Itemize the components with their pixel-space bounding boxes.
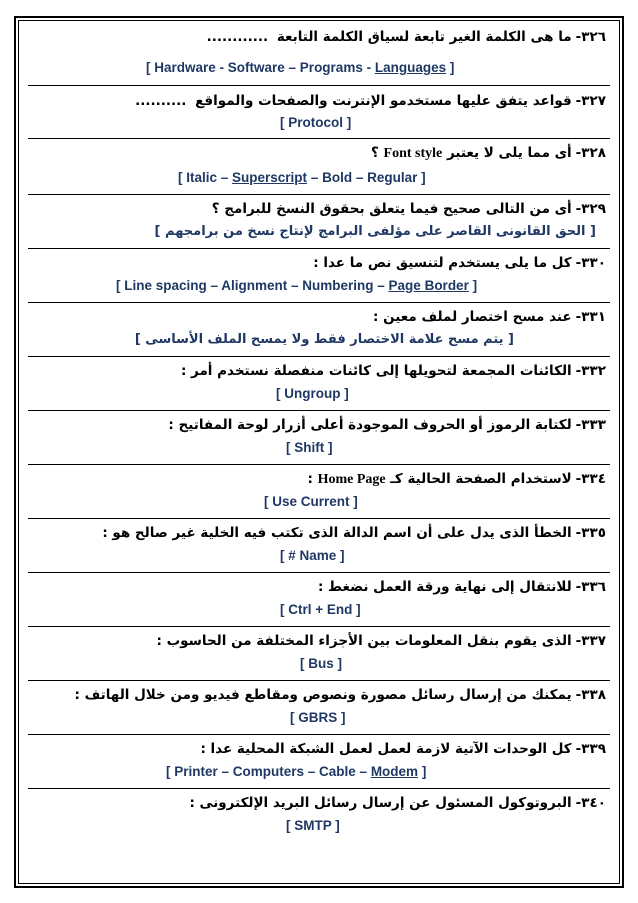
question-number: ٣٢٦- [575,29,606,45]
separator [28,788,610,789]
answer-333: [ Shift ] [286,440,333,455]
question-number: ٣٢٧- [575,93,606,109]
question-number: ٣٢٩- [575,201,606,217]
question-body: الكائنات المجمعة لتحويلها إلى كائنات منفصلة نستخدم أمر : [180,363,572,379]
answer-correct: Superscript [232,170,308,185]
answer-337: [ Bus ] [300,656,342,671]
answer-335: [ # Name ] [280,548,345,563]
question-text [22,794,606,812]
answer-334: [ Use Current ] [264,494,358,509]
answer-close: ] [468,278,478,293]
answer-part: - [366,60,375,75]
answer-close: ] [418,764,427,779]
question-body: عند مسح اختصار لملف معين : [373,309,572,325]
question-text [22,470,606,489]
question-text [22,308,606,326]
question-text [22,740,606,758]
question-text [22,524,606,542]
answer-part: – Programs [288,60,367,75]
question-333 [22,416,606,434]
separator [28,85,610,86]
separator [28,464,610,465]
question-mark: ؟ [371,145,379,161]
question-body: لاستخدام الصفحة الحالية كـ [390,471,572,487]
question-body: للانتقال إلى نهاية ورقة العمل نضغط : [317,579,572,595]
question-body: البروتوكول المسئول عن إرسال رسائل البريد الإلكترونى : [189,795,572,811]
question-body: كل الوحدات الآتية لازمة لعمل لعمل الشبكة المحلية عدا : [200,741,572,757]
question-number: ٣٣١- [575,309,606,325]
question-body: لكتابة الرموز أو الحروف الموجودة أعلى أزرار لوحة المفاتيح : [168,417,572,433]
question-body: الذى يقوم بنقل المعلومات بين الأجزاء المختلفة من الحاسوب : [156,633,572,649]
question-328 [22,144,606,163]
answer-close: ] [446,60,455,75]
question-text [22,92,606,110]
question-text [22,578,606,596]
question-number: ٣٣٣- [575,417,606,433]
question-336 [22,578,606,596]
question-number: ٣٢٨- [575,145,606,161]
question-body: الخطأ الذى يدل على أن اسم الدالة الذى تكتب فيه الخلية غير صالح هو : [102,525,572,541]
answer-part: Hardware [154,60,220,75]
question-text [22,144,606,163]
separator [28,734,610,735]
separator [28,248,610,249]
question-number: ٣٣٥- [575,525,606,541]
separator [28,138,610,139]
answer-338: [ GBRS ] [290,710,346,725]
separator [28,626,610,627]
answer-part: - Software [219,60,289,75]
answer-open: [ Line spacing – Alignment – Numbering – [116,278,389,293]
question-body: كل ما يلى يستخدم لتنسيق نص ما عدا : [313,255,572,271]
answer-336: [ Ctrl + End ] [280,602,361,617]
question-340 [22,794,606,812]
question-body: أى من التالى صحيح فيما يتعلق بحقوق النسخ للبرامج ؟ [211,201,572,217]
answer-340: [ SMTP ] [286,818,340,833]
answer-open: [ Printer – Computers – Cable – [166,764,371,779]
question-326 [22,28,606,46]
question-body: قواعد يتفق عليها مستخدمو الإنترنت والصفحات والمواقع [195,93,572,109]
answer-close: – Bold – Regular ] [307,170,426,185]
question-text [22,200,606,218]
blank-dots: ............ [206,29,269,45]
answer-correct: Page Border [388,278,469,293]
question-body: ما هى الكلمة الغير تابعة لسياق الكلمة التابعة [276,29,572,45]
answer-open: [ Italic – [178,170,233,185]
answer-332: [ Ungroup ] [276,386,349,401]
question-339 [22,740,606,758]
question-334 [22,470,606,489]
question-term: Font style [383,146,443,161]
question-text [22,632,606,650]
question-page [22,22,616,882]
separator [28,680,610,681]
answer-open: [ [146,60,155,75]
question-number: ٣٣٠- [575,255,606,271]
separator [28,518,610,519]
answer-327: [ Protocol ] [280,115,352,130]
question-number: ٣٣٦- [575,579,606,595]
answer-329: [ الحق القانونى القاصر على مؤلفى البرامج لإنتاج نسخ من برامجهم ] [154,224,596,239]
separator [28,194,610,195]
question-330 [22,254,606,272]
blank-dots: .......... [135,93,187,109]
question-term: Home Page [317,472,386,487]
answer-339 [166,764,426,779]
question-335 [22,524,606,542]
question-text [22,254,606,272]
question-332 [22,362,606,380]
question-body: أى مما يلى لا يعتبر [446,145,572,161]
question-number: ٣٣٧- [575,633,606,649]
question-text [22,686,606,704]
question-number: ٣٣٩- [575,741,606,757]
answer-330 [116,278,477,293]
question-text [22,362,606,380]
separator [28,410,610,411]
question-338 [22,686,606,704]
question-number: ٣٣٢- [575,363,606,379]
question-number: ٣٣٤- [575,471,606,487]
question-331 [22,308,606,326]
answer-331: [ يتم مسح علامة الاختصار فقط ولا يمسح الملف الأساسى ] [134,332,514,347]
separator [28,302,610,303]
question-text [22,416,606,434]
question-number: ٣٤٠- [575,795,606,811]
answer-326 [146,60,454,75]
separator [28,572,610,573]
question-number: ٣٣٨- [575,687,606,703]
question-337 [22,632,606,650]
question-327 [22,92,606,110]
question-body: يمكنك من إرسال رسائل مصورة ونصوص ومقاطع فيديو ومن خلال الهاتف : [74,687,572,703]
answer-correct: Languages [374,60,447,75]
question-mark: : [307,471,313,487]
answer-correct: Modem [370,764,419,779]
separator [28,356,610,357]
question-text [22,28,606,46]
answer-328 [178,170,426,185]
question-329 [22,200,606,218]
